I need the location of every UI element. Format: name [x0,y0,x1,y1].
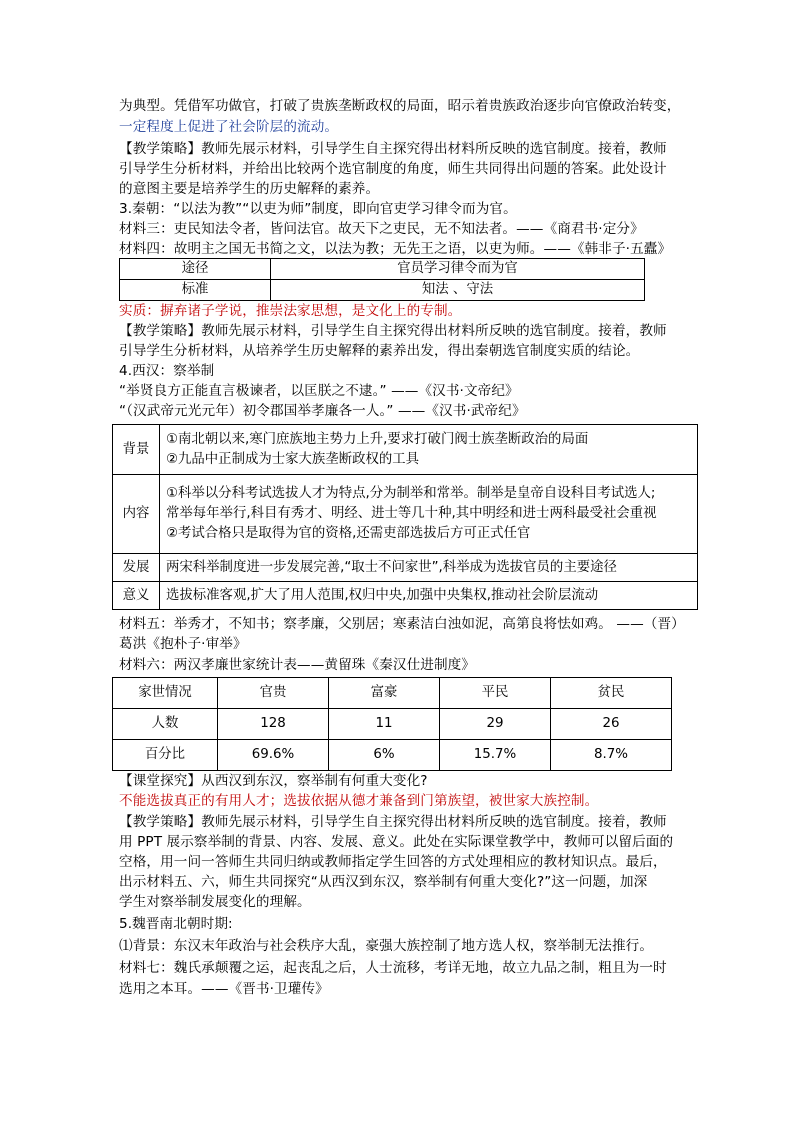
table-label-cell: 内容 [113,475,160,554]
text-line: 3.秦朝：“以法为教”“以吏为师”制度，即向官吏学习律令而为官。 [119,201,517,217]
text-line: 材料五：举秀才，不知书；察孝廉，父别居；寒素洁白浊如泥，高第良将怯如鸡。 ——（晋） [119,616,685,632]
text-line: 4.西汉：察举制 [119,363,215,379]
table-header-cell: 平民 [440,678,551,709]
text-line: 一定程度上促进了社会阶层的流动。 [119,119,339,135]
cell-line: ①科举以分科考试选拔人才为特点,分为制举和常举。制举是皇帝自设科目考试选人; [166,486,656,501]
table-value-cell: 官员学习律令而为官 [271,259,645,280]
table-cell: 人数 [113,709,218,740]
table-cell: 6% [329,740,440,771]
table-content-cell [160,475,698,554]
table-row [120,280,645,301]
table-cell: 15.7% [440,740,551,771]
text-line: 的意图主要是培养学生的历史解释的素养。 [119,181,380,197]
text-line: 学生对察举制发展变化的理解。 [119,894,311,910]
table-cell: 29 [440,709,551,740]
text-line: 5.魏晋南北朝时期: [119,916,233,932]
text-line: 葛洪《抱朴子·审举》 [119,636,247,652]
table-label-cell: 背景 [113,425,160,475]
table-content-cell [160,425,698,475]
table-content-cell: 两宋科举制度进一步发展完善,“取士不问家世”,科举成为选拔官员的主要途径 [160,554,698,582]
text-line: 【课堂探究】从西汉到东汉，察举制有何重大变化? [119,773,428,789]
text-line: 引导学生分析材料，并给出比较两个选官制度的角度，师生共同得出问题的答案。此处设计 [119,161,667,177]
table-row [120,259,645,280]
table-cell: 26 [551,709,672,740]
table-label-cell: 意义 [113,582,160,610]
text-line: 【教学策略】教师先展示材料，引导学生自主探究得出材料所反映的选官制度。接着，教师 [119,814,667,830]
cell-line: ②考试合格只是取得为官的资格,还需吏部选拔后方可正式任官 [166,526,531,541]
table-content-cell: 选拔标准客观,扩大了用人范围,权归中央,加强中央集权,推动社会阶层流动 [160,582,698,610]
text-line: 引导学生分析材料，从培养学生历史解释的素养出发，得出秦朝选官制度实质的结论。 [119,343,640,359]
text-line: “（汉武帝元光元年）初令郡国举孝廉各一人。” ——《汉书·武帝纪》 [119,403,526,419]
text-line: 用 PPT 展示察举制的背景、内容、发展、意义。此处在实际课堂教学中，教师可以留后面的 [119,834,674,850]
text-line: 材料三：吏民知法令者，皆问法官。故天下之吏民，无不知法者。——《商君书·定分》 [119,221,644,237]
table-row [113,554,698,582]
text-line: 不能选拔真正的有用人才；选拔依据从德才兼备到门第族望，被世家大族控制。 [119,793,599,809]
text-line: 材料四：故明主之国无书简之文，以法为教；无先王之语，以吏为师。——《韩非子·五蠹》 [119,241,672,257]
text-line: 出示材料五、六，师生共同探究“从西汉到东汉，察举制有何重大变化?”这一问题，加深 [119,874,648,890]
table-header-cell: 家世情况 [113,678,218,709]
cell-line: ①南北朝以来,寒门庶族地主势力上升,要求打破门阀士族垄断政治的局面 [166,431,589,447]
table-header-row [113,678,672,709]
table-cell: 11 [329,709,440,740]
table-header-cell: 富豪 [329,678,440,709]
qin-table [119,258,645,301]
table-cell: 69.6% [218,740,329,771]
table-row [113,425,698,475]
text-line: 材料六：两汉孝廉世家统计表——黄留珠《秦汉仕进制度》 [119,657,476,673]
table-cell: 128 [218,709,329,740]
table-row [113,582,698,610]
table-cell: 8.7% [551,740,672,771]
xiaolian-table [112,677,672,771]
text-line: 空格，用一问一答师生共同归纳或教师指定学生回答的方式处理相应的教材知识点。最后， [119,854,667,870]
text-line: 【教学策略】教师先展示材料，引导学生自主探究得出材料所反映的选官制度。接着，教师 [119,323,667,339]
text-line: 选用之本耳。——《晋书·卫瓘传》 [119,981,329,997]
keju-table [112,424,698,610]
table-label-cell: 标准 [120,280,271,301]
table-header-cell: 贫民 [551,678,672,709]
text-line: “举贤良方正能直言极谏者，以匡朕之不逮。” ——《汉书·文帝纪》 [119,383,519,399]
text-line: 【教学策略】教师先展示材料，引导学生自主探究得出材料所反映的选官制度。接着，教师 [119,141,667,157]
cell-line: ②九品中正制成为士家大族垄断政权的工具 [166,451,420,467]
table-label-cell: 途径 [120,259,271,280]
table-label-cell: 发展 [113,554,160,582]
text-line: 为典型。凭借军功做官，打破了贵族垄断政权的局面，昭示着贵族政治逐步向官僚政治转变， [119,98,681,114]
text-line: ⑴背景：东汉末年政治与社会秩序大乱，豪强大族控制了地方选人权，察举制无法推行。 [119,938,654,954]
text-line: 材料七：魏氏承颠覆之运，起丧乱之后，人士流移，考详无地，故立九品之制，粗且为一时 [119,960,667,976]
cell-line: 常举每年举行,科目有秀才、明经、进士等几十种,其中明经和进士两科最受社会重视 [166,506,657,521]
table-row [113,475,698,554]
table-value-cell: 知法 、守法 [271,280,645,301]
table-row [113,740,672,771]
text-line: 实质：摒弃诸子学说，推崇法家思想，是文化上的专制。 [119,303,462,319]
table-row [113,709,672,740]
table-header-cell: 官贵 [218,678,329,709]
table-cell: 百分比 [113,740,218,771]
